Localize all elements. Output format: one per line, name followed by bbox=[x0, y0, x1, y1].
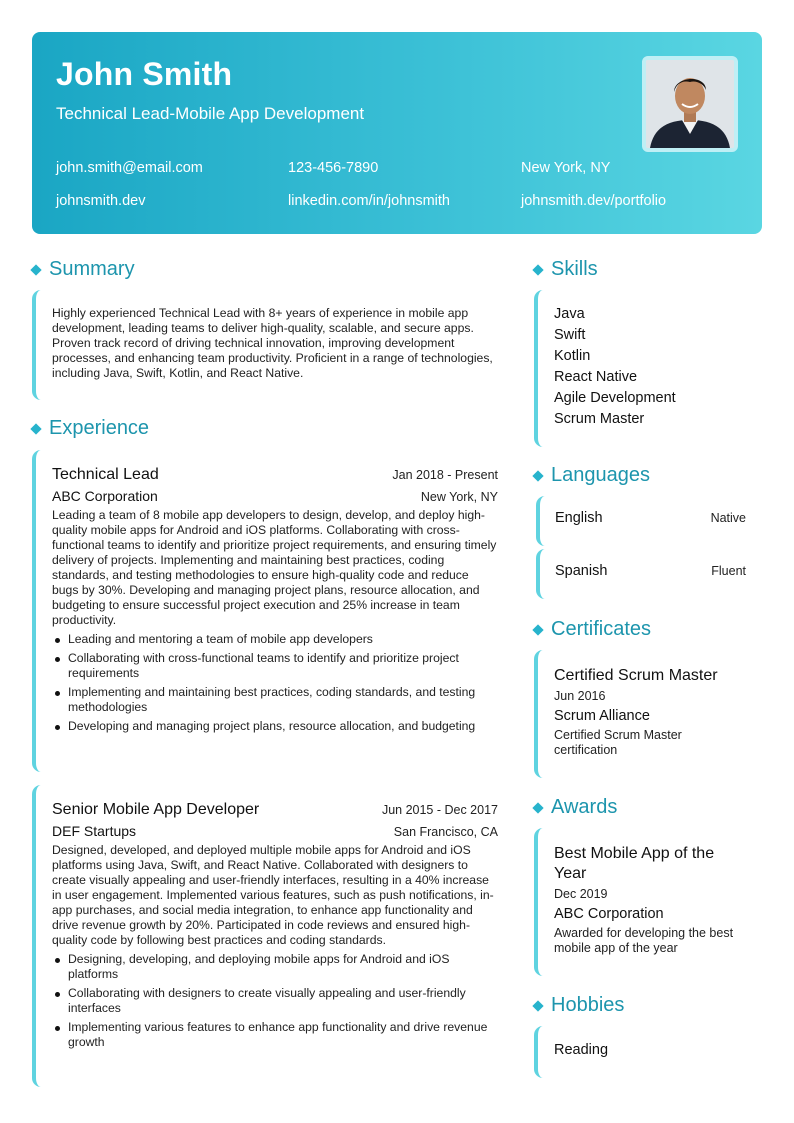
summary-heading-label: Summary bbox=[49, 258, 135, 280]
contact-linkedin[interactable]: linkedin.com/in/johnsmith bbox=[288, 193, 450, 209]
hobbies-heading-label: Hobbies bbox=[551, 994, 625, 1016]
job-card bbox=[32, 450, 498, 772]
skill-item: Agile Development bbox=[554, 390, 676, 406]
certificate-title: Certified Scrum Master bbox=[554, 667, 718, 684]
list-item: Implementing various features to enhance app functionality and drive revenue growth bbox=[52, 1020, 498, 1050]
certificates-heading bbox=[532, 618, 651, 641]
skill-item: Java bbox=[554, 306, 585, 322]
diamond-bullet-icon bbox=[30, 264, 41, 275]
job-dates: Jun 2015 - Dec 2017 bbox=[381, 803, 498, 817]
language-row bbox=[536, 549, 746, 599]
skill-item: Scrum Master bbox=[554, 411, 645, 427]
diamond-bullet-icon bbox=[532, 624, 543, 635]
job-title: Senior Mobile App Developer bbox=[52, 801, 260, 818]
contact-email[interactable]: john.smith@email.com bbox=[56, 160, 203, 176]
job-location: New York, NY bbox=[420, 490, 498, 504]
certificates-heading-label: Certificates bbox=[551, 618, 652, 640]
skill-item: Kotlin bbox=[554, 348, 591, 364]
job-location: San Francisco, CA bbox=[393, 825, 498, 839]
job-dates: Jan 2018 - Present bbox=[392, 468, 498, 482]
award-date: Dec 2019 bbox=[554, 887, 608, 901]
skill-item: Swift bbox=[554, 327, 586, 343]
list-item: Developing and managing project plans, resource allocation, and budgeting bbox=[52, 719, 498, 734]
job-description: Designed, developed, and deployed multiple mobile apps for Android and iOS platforms using Java, Swift, and React Native. Collaborated with designers to create visually appealing and user-friendly interfaces, resulting in a 40% increase in user engagement. Implemented various features, such as push notifications, in-app purchases, and social media integration, to enhance app functionality and drive revenue growth by 20%. Participated in code reviews and ensured high-quality code by following best practices and coding standards. bbox=[52, 843, 494, 947]
job-card bbox=[32, 785, 498, 1087]
contact-website[interactable]: johnsmith.dev bbox=[56, 193, 146, 209]
job-bullet-list bbox=[52, 952, 498, 1050]
contact-phone[interactable]: 123-456-7890 bbox=[288, 160, 379, 176]
job-company: ABC Corporation bbox=[52, 488, 158, 504]
award-issuer: ABC Corporation bbox=[554, 906, 664, 922]
contact-location: New York, NY bbox=[521, 160, 611, 176]
diamond-bullet-icon bbox=[532, 264, 543, 275]
hobbies-card bbox=[534, 1026, 746, 1078]
experience-heading-label: Experience bbox=[49, 417, 150, 439]
contact-portfolio[interactable]: johnsmith.dev/portfolio bbox=[521, 193, 667, 209]
language-row bbox=[536, 496, 746, 546]
list-item: Collaborating with designers to create visually appealing and user-friendly interfaces bbox=[52, 986, 498, 1016]
languages-heading bbox=[532, 464, 650, 487]
profile-photo bbox=[642, 56, 738, 152]
list-item: Collaborating with cross-functional teams to identify and prioritize project requirements bbox=[52, 651, 498, 681]
certificate-card bbox=[534, 650, 746, 778]
experience-heading bbox=[30, 417, 149, 440]
awards-heading bbox=[532, 796, 617, 819]
languages-heading-label: Languages bbox=[551, 464, 650, 486]
skill-item: React Native bbox=[554, 369, 638, 385]
summary-card bbox=[32, 290, 494, 400]
candidate-name: John Smith bbox=[56, 56, 233, 92]
job-title: Technical Lead bbox=[52, 466, 159, 483]
skills-heading-label: Skills bbox=[551, 258, 598, 280]
job-description: Leading a team of 8 mobile app developers to design, develop, and deploy high-quality mobile apps for Android and iOS platforms. Collaborating with cross-functional teams to identify and prioritize project requirements, and ensuring timely delivery of projects. Implementing and maintaining best practices, coding standards, and testing methodologies to ensure high-quality code and reduce bugs by 30%. Developing and managing project plans, resource allocation, and budgeting to ensure successful project execution and 25% increase in team productivity. bbox=[52, 508, 497, 627]
skills-heading bbox=[532, 258, 598, 281]
diamond-bullet-icon bbox=[532, 470, 543, 481]
job-company: DEF Startups bbox=[52, 823, 137, 839]
language-level: Native bbox=[710, 511, 746, 525]
hobbies-heading bbox=[532, 994, 624, 1017]
language-level: Fluent bbox=[711, 564, 746, 578]
list-item: Implementing and maintaining best practices, coding standards, and testing methodologies bbox=[52, 685, 498, 715]
resume-header bbox=[32, 32, 762, 234]
language-name: Spanish bbox=[555, 563, 608, 579]
award-title: Best Mobile App of the Year bbox=[554, 845, 715, 882]
list-item: Designing, developing, and deploying mobile apps for Android and iOS platforms bbox=[52, 952, 498, 982]
language-name: English bbox=[555, 510, 603, 526]
award-description: Awarded for developing the best mobile app of the year bbox=[554, 926, 734, 955]
certificate-description: Certified Scrum Master certification bbox=[554, 728, 682, 757]
candidate-title: Technical Lead-Mobile App Development bbox=[56, 104, 365, 123]
diamond-bullet-icon bbox=[532, 1000, 543, 1011]
hobby-item: Reading bbox=[554, 1042, 609, 1058]
job-bullet-list bbox=[52, 632, 498, 734]
skills-card bbox=[534, 290, 746, 447]
list-item: Leading and mentoring a team of mobile app developers bbox=[52, 632, 498, 647]
diamond-bullet-icon bbox=[30, 423, 41, 434]
award-card bbox=[534, 828, 746, 976]
certificate-date: Jun 2016 bbox=[554, 689, 606, 703]
summary-heading bbox=[30, 258, 135, 281]
person-avatar-icon bbox=[646, 60, 734, 148]
certificate-issuer: Scrum Alliance bbox=[554, 708, 650, 724]
awards-heading-label: Awards bbox=[551, 796, 618, 818]
summary-text: Highly experienced Technical Lead with 8+ years of experience in mobile app development, leading teams to deliver high-quality, scalable, and secure apps. Proven track record of driving technical innovation, improving development processes, and enhancing team productivity. Proficient in a range of technologies, including Java, Swift, Kotlin, and React Native. bbox=[52, 306, 493, 380]
diamond-bullet-icon bbox=[532, 802, 543, 813]
